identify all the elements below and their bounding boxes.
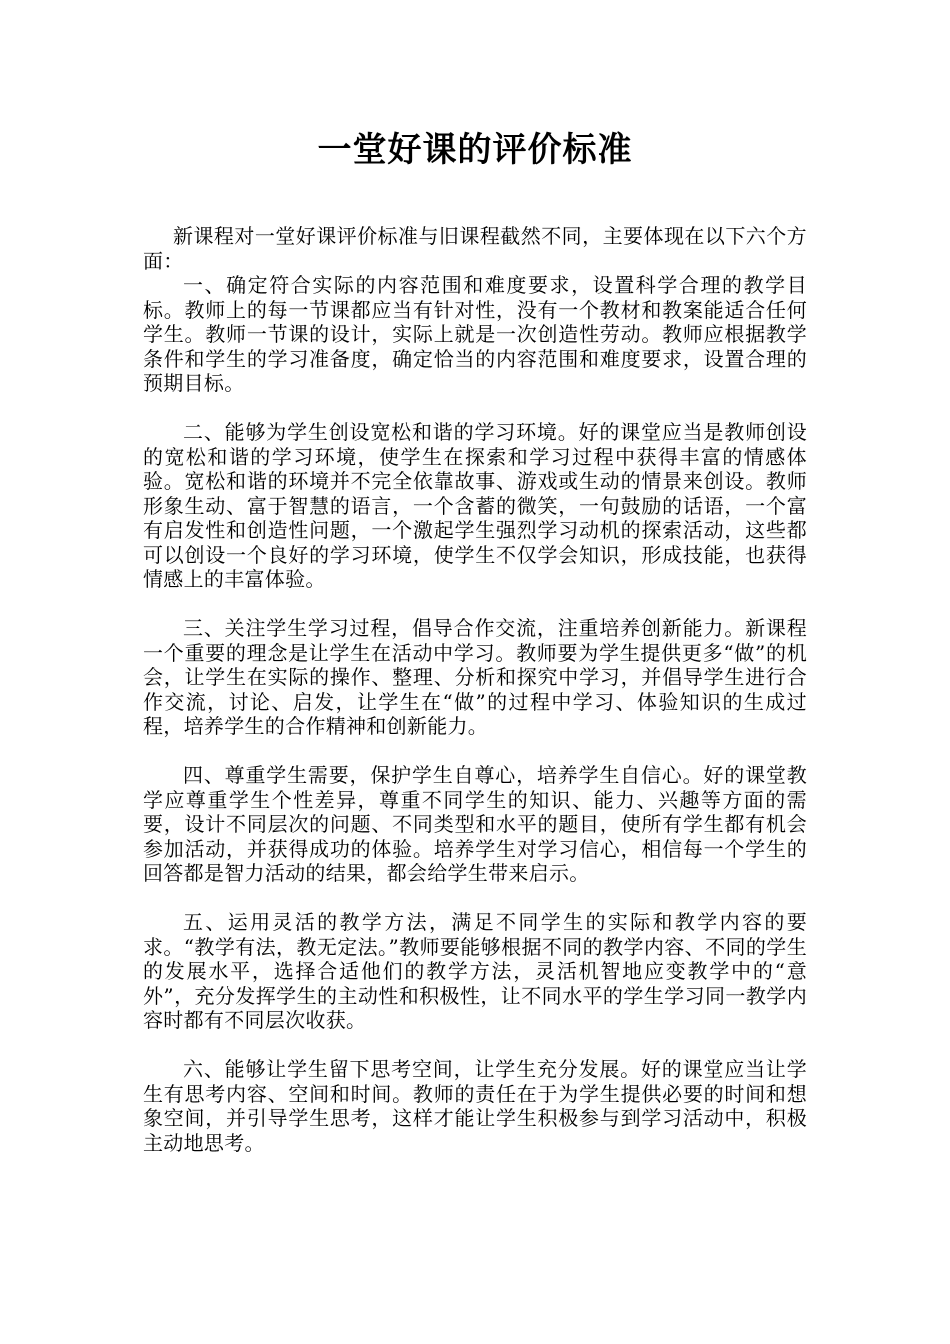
- section-4-paragraph: 四、尊重学生需要，保护学生自尊心，培养学生自信心。好的课堂教学应尊重学生个性差异，尊重不同学生的知识、能力、兴趣等方面的需要，设计不同层次的问题、不同类型和水平的题目，使所有学生都有机会参加活动，并获得成功的体验。培养学生对学习信心，相信每一个学生的回答都是智力活动的结果，都会给学生带来启示。: [143, 763, 807, 885]
- intro-paragraph: 新课程对一堂好课评价标准与旧课程截然不同，主要体现在以下六个方面：: [143, 224, 807, 273]
- section-3-paragraph: 三、关注学生学习过程，倡导合作交流，注重培养创新能力。新课程一个重要的理念是让学生在活动中学习。教师要为学生提供更多“做”的机会，让学生在实际的操作、整理、分析和探究中学习，并倡导学生进行合作交流，讨论、启发，让学生在“做”的过程中学习、体验知识的生成过程，培养学生的合作精神和创新能力。: [143, 616, 807, 738]
- document-body: [143, 224, 807, 1155]
- section-5-paragraph: 五、运用灵活的教学方法，满足不同学生的实际和教学内容的要求。“教学有法，教无定法。”教师要能够根据不同的教学内容、不同的学生的发展水平，选择合适他们的教学方法，灵活机智地应变教学中的“意外”，充分发挥学生的主动性和积极性，让不同水平的学生学习同一教学内容时都有不同层次收获。: [143, 910, 807, 1032]
- document-title: 一堂好课的评价标准: [317, 130, 633, 170]
- section-6-paragraph: 六、能够让学生留下思考空间，让学生充分发展。好的课堂应当让学生有思考内容、空间和时间。教师的责任在于为学生提供必要的时间和想象空间，并引导学生思考，这样才能让学生积极参与到学习活动中，积极主动地思考。: [143, 1057, 807, 1155]
- section-2-paragraph: 二、能够为学生创设宽松和谐的学习环境。好的课堂应当是教师创设的宽松和谐的学习环境，使学生在探索和学习过程中获得丰富的情感体验。宽松和谐的环境并不完全依靠故事、游戏或生动的情景来创设。教师形象生动、富于智慧的语言，一个含蓄的微笑，一句鼓励的话语，一个富有启发性和创造性问题，一个激起学生强烈学习动机的探索活动，这些都可以创设一个良好的学习环境，使学生不仅学会知识，形成技能，也获得情感上的丰富体验。: [143, 420, 807, 591]
- section-1-paragraph: 一、确定符合实际的内容范围和难度要求，设置科学合理的教学目标。教师上的每一节课都应当有针对性，没有一个教材和教案能适合任何学生。教师一节课的设计，实际上就是一次创造性劳动。教师应根据教学条件和学生的学习准备度，确定恰当的内容范围和难度要求，设置合理的预期目标。: [143, 273, 807, 395]
